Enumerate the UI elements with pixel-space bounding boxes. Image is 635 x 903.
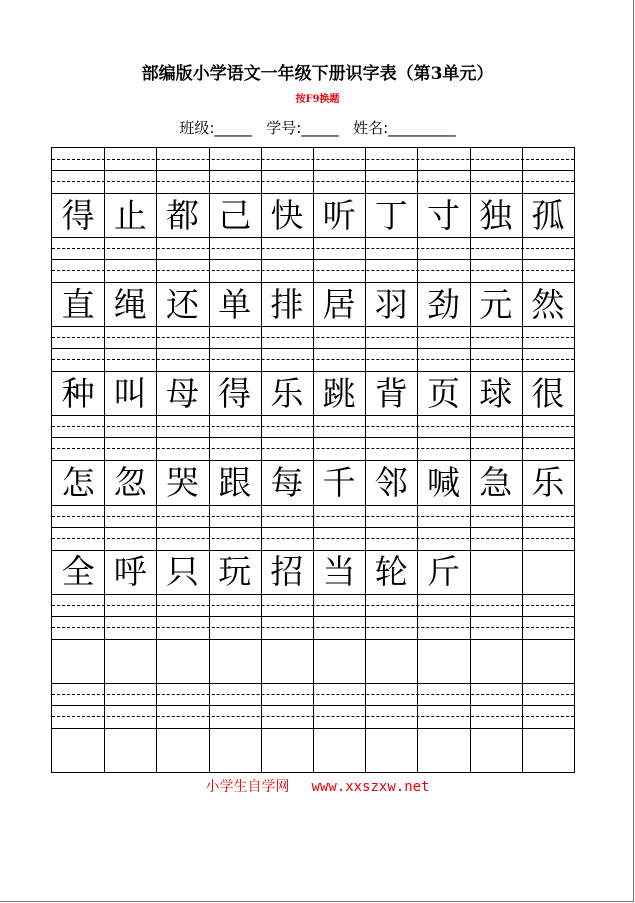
character-cell bbox=[104, 728, 156, 772]
character-cell: 页 bbox=[426, 373, 460, 413]
character-cell: 怎 bbox=[61, 462, 95, 502]
character-cell: 喊 bbox=[426, 462, 460, 502]
character-cell: 当 bbox=[322, 552, 356, 592]
character-cell bbox=[261, 639, 313, 683]
character-cell: 千 bbox=[322, 462, 356, 502]
character-cell: 独 bbox=[479, 195, 513, 235]
character-cell bbox=[104, 639, 156, 683]
character-cell bbox=[209, 728, 261, 772]
f9-hint: 按F9换题 bbox=[295, 94, 340, 105]
character-cell: 孤 bbox=[531, 195, 565, 235]
character-cell bbox=[470, 550, 522, 594]
character-cell bbox=[365, 639, 417, 683]
character-cell bbox=[522, 728, 574, 772]
character-cell: 种 bbox=[61, 373, 95, 413]
character-cell: 球 bbox=[479, 373, 513, 413]
character-cell bbox=[522, 550, 574, 594]
character-cell: 羽 bbox=[374, 284, 408, 324]
character-cell: 得 bbox=[61, 195, 95, 235]
character-cell bbox=[365, 728, 417, 772]
character-cell: 很 bbox=[531, 373, 565, 413]
character-grid bbox=[51, 147, 575, 773]
character-cell: 乐 bbox=[531, 462, 565, 502]
footer bbox=[0, 776, 635, 796]
footer-site-url[interactable]: www.xxszxw.net bbox=[311, 779, 430, 795]
character-cell bbox=[209, 639, 261, 683]
character-cell: 轮 bbox=[374, 552, 408, 592]
character-cell: 元 bbox=[479, 284, 513, 324]
character-cell bbox=[156, 639, 208, 683]
character-cell: 然 bbox=[531, 284, 565, 324]
footer-site-name: 小学生自学网 bbox=[205, 779, 290, 795]
character-cell bbox=[417, 639, 469, 683]
character-cell: 邻 bbox=[374, 462, 408, 502]
number-blank: _____ bbox=[301, 119, 339, 137]
name-blank: _________ bbox=[388, 119, 456, 137]
character-cell: 斤 bbox=[426, 552, 460, 592]
character-cell bbox=[52, 639, 104, 683]
character-cell: 呼 bbox=[113, 552, 147, 592]
character-cell: 叫 bbox=[113, 373, 147, 413]
character-cell: 招 bbox=[270, 552, 304, 592]
character-cell: 背 bbox=[374, 373, 408, 413]
character-cell: 只 bbox=[165, 552, 199, 592]
character-cell bbox=[417, 728, 469, 772]
character-cell bbox=[522, 639, 574, 683]
character-cell bbox=[52, 728, 104, 772]
character-cell bbox=[470, 728, 522, 772]
character-cell: 跳 bbox=[322, 373, 356, 413]
character-cell: 丁 bbox=[374, 195, 408, 235]
character-cell: 直 bbox=[61, 284, 95, 324]
character-cell: 还 bbox=[165, 284, 199, 324]
character-cell: 己 bbox=[218, 195, 252, 235]
character-cell: 止 bbox=[113, 195, 147, 235]
character-cell: 居 bbox=[322, 284, 356, 324]
character-cell: 快 bbox=[270, 195, 304, 235]
character-cell: 哭 bbox=[165, 462, 199, 502]
character-cell: 劲 bbox=[426, 284, 460, 324]
character-cell: 全 bbox=[61, 552, 95, 592]
character-cell bbox=[156, 728, 208, 772]
worksheet-title: 部编版小学语文一年级下册识字表（第3单元） bbox=[141, 64, 494, 84]
class-blank: _____ bbox=[214, 119, 252, 137]
character-cell bbox=[313, 639, 365, 683]
name-label: 姓名: bbox=[353, 119, 389, 137]
character-cell: 单 bbox=[218, 284, 252, 324]
character-cell: 排 bbox=[270, 284, 304, 324]
character-cell: 忽 bbox=[113, 462, 147, 502]
character-cell: 母 bbox=[165, 373, 199, 413]
character-cell: 寸 bbox=[426, 195, 460, 235]
character-cell: 听 bbox=[322, 195, 356, 235]
number-label: 学号: bbox=[266, 119, 302, 137]
character-cell: 急 bbox=[479, 462, 513, 502]
character-cell: 绳 bbox=[113, 284, 147, 324]
character-cell: 跟 bbox=[218, 462, 252, 502]
character-cell bbox=[470, 639, 522, 683]
character-cell: 都 bbox=[165, 195, 199, 235]
class-label: 班级: bbox=[179, 119, 215, 137]
character-cell: 得 bbox=[218, 373, 252, 413]
student-info-fields bbox=[0, 117, 635, 138]
character-cell bbox=[313, 728, 365, 772]
character-cell: 每 bbox=[270, 462, 304, 502]
character-cell: 乐 bbox=[270, 373, 304, 413]
character-cell bbox=[261, 728, 313, 772]
character-cell: 玩 bbox=[218, 552, 252, 592]
